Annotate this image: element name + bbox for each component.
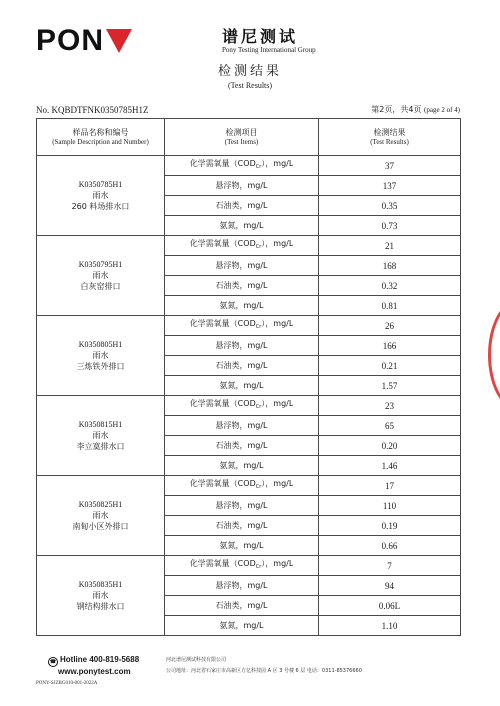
test-item-unit: ），mg/L	[261, 239, 294, 248]
test-item-cell: 氨氮，mg/L	[165, 536, 319, 556]
test-item-cell: 悬浮物，mg/L	[165, 256, 319, 276]
result-value: 0.32	[319, 276, 461, 296]
test-item-unit: ），mg/L	[261, 159, 294, 168]
logo-letter-o: O	[57, 24, 82, 57]
test-item-cell	[165, 236, 319, 256]
result-value: 1.46	[319, 456, 461, 476]
result-value: 26	[319, 316, 461, 336]
pony-logo	[36, 26, 134, 56]
test-item-name: 化学需氧量（COD	[189, 319, 256, 328]
test-item-subscript: Cr	[255, 404, 262, 410]
test-item-cell: 石油类，mg/L	[165, 436, 319, 456]
header-results-en: (Test Results)	[370, 138, 409, 146]
result-value: 23	[319, 396, 461, 416]
table-row	[37, 396, 461, 416]
sample-type: 雨水	[92, 351, 109, 360]
test-item-cell: 氨氮，mg/L	[165, 296, 319, 316]
pony-logo-mark-icon	[106, 29, 132, 53]
phone-icon: ☎	[49, 659, 57, 665]
test-item-cell	[165, 556, 319, 576]
report-number: No. KQBDTFNK0350785H1Z	[36, 105, 149, 115]
results-table	[36, 118, 461, 636]
sample-cell	[37, 396, 165, 476]
sample-type: 雨水	[92, 271, 109, 280]
test-item-cell	[165, 316, 319, 336]
red-seal-stamp	[486, 300, 500, 410]
result-value: 94	[319, 576, 461, 596]
result-value: 0.19	[319, 516, 461, 536]
test-item-name: 化学需氧量（COD	[189, 559, 256, 568]
result-value: 1.57	[319, 376, 461, 396]
result-value: 137	[319, 176, 461, 196]
page-indicator-cn: 第2页，共4页	[371, 105, 422, 114]
test-item-subscript: Cr	[255, 244, 262, 250]
sample-id: K0350835H1	[78, 580, 123, 589]
page-indicator-en: (page 2 of 4)	[424, 106, 460, 114]
test-item-cell	[165, 396, 319, 416]
test-item-cell: 氨氮，mg/L	[165, 456, 319, 476]
test-item-name: 化学需氧量（COD	[189, 399, 256, 408]
result-value: 1.10	[319, 616, 461, 636]
result-value: 0.20	[319, 436, 461, 456]
company-address: 公司地址：河北省石家庄市高新区方亿科技园 A 区 3 号楼 6 层 电话：0311-85376660	[166, 668, 362, 674]
page-title: 检测结果	[217, 64, 282, 79]
report-footer	[36, 654, 466, 694]
header-results-cn: 检测结果	[373, 128, 406, 137]
website-link[interactable]: www.ponytest.com	[58, 667, 131, 676]
result-value: 0.21	[319, 356, 461, 376]
test-item-unit: ），mg/L	[261, 559, 294, 568]
test-item-cell: 悬浮物，mg/L	[165, 336, 319, 356]
result-value: 168	[319, 256, 461, 276]
table-row	[37, 476, 461, 496]
sample-location: 白灰窑排口	[80, 282, 121, 291]
header-items-en: (Test Items)	[224, 138, 259, 146]
header-sample-en: (Sample Description and Number)	[52, 138, 149, 146]
test-item-cell: 氨氮，mg/L	[165, 376, 319, 396]
sample-type: 雨水	[92, 191, 109, 200]
result-value: 17	[319, 476, 461, 496]
page-indicator	[371, 104, 460, 116]
brand-name-en: Pony Testing International Group	[222, 46, 316, 54]
test-item-subscript: Cr	[255, 324, 262, 330]
test-item-cell: 石油类，mg/L	[165, 516, 319, 536]
test-item-cell: 氨氮，mg/L	[165, 616, 319, 636]
sample-cell	[37, 156, 165, 236]
test-item-name: 化学需氧量（COD	[189, 159, 256, 168]
brand-block	[222, 28, 316, 55]
sample-id: K0350815H1	[78, 420, 123, 429]
sample-cell	[37, 316, 165, 396]
test-item-cell: 氨氮，mg/L	[165, 216, 319, 236]
header-sample	[37, 119, 165, 156]
test-item-name: 化学需氧量（COD	[189, 479, 256, 488]
sample-type: 雨水	[92, 431, 109, 440]
page-subtitle: (Test Results)	[227, 81, 273, 90]
test-item-unit: ），mg/L	[261, 479, 294, 488]
table-row	[37, 236, 461, 256]
test-item-cell	[165, 156, 319, 176]
result-value: 166	[319, 336, 461, 356]
sample-location: 南甸小区外排口	[72, 522, 129, 531]
test-item-cell: 石油类，mg/L	[165, 196, 319, 216]
sample-location: 三炼铁外排口	[76, 362, 125, 371]
header-items	[165, 119, 319, 156]
test-item-subscript: Cr	[255, 484, 262, 490]
sample-id: K0350825H1	[78, 500, 123, 509]
sample-location: 钢结构排水口	[76, 602, 125, 611]
test-item-cell: 悬浮物，mg/L	[165, 176, 319, 196]
result-value: 7	[319, 556, 461, 576]
test-item-cell: 悬浮物，mg/L	[165, 416, 319, 436]
report-header	[36, 26, 476, 60]
header-sample-cn: 样品名称和编号	[72, 128, 129, 137]
brand-name-cn: 谱尼测试	[222, 27, 299, 46]
test-item-cell: 石油类，mg/L	[165, 276, 319, 296]
test-item-cell: 石油类，mg/L	[165, 596, 319, 616]
result-value: 0.06L	[319, 596, 461, 616]
result-value: 0.66	[319, 536, 461, 556]
sample-location: 260 料场排水口	[71, 202, 130, 211]
sample-id: K0350795H1	[78, 260, 123, 269]
result-value: 21	[319, 236, 461, 256]
test-item-cell	[165, 476, 319, 496]
test-item-unit: ），mg/L	[261, 319, 294, 328]
result-value: 65	[319, 416, 461, 436]
table-row	[37, 316, 461, 336]
result-value: 37	[319, 156, 461, 176]
test-item-name: 化学需氧量（COD	[189, 239, 256, 248]
sample-cell	[37, 476, 165, 556]
result-value: 0.81	[319, 296, 461, 316]
test-item-cell: 悬浮物，mg/L	[165, 496, 319, 516]
test-item-subscript: Cr	[255, 564, 262, 570]
table-header-row	[37, 119, 461, 156]
header-items-cn: 检测项目	[225, 128, 258, 137]
sample-cell	[37, 556, 165, 636]
sample-id: K0350785H1	[78, 180, 123, 189]
table-row	[37, 556, 461, 576]
test-item-cell: 石油类，mg/L	[165, 356, 319, 376]
sample-cell	[37, 236, 165, 316]
header-results	[319, 119, 461, 156]
sample-id: K0350805H1	[78, 340, 123, 349]
logo-letter-p: P	[36, 24, 58, 57]
test-item-subscript: Cr	[255, 164, 262, 170]
test-item-unit: ），mg/L	[261, 399, 294, 408]
hotline-text: Hotline 400-819-5688	[60, 655, 140, 664]
logo-letter-n: N	[81, 24, 105, 57]
sample-location: 李立寞排水口	[76, 442, 125, 451]
report-meta	[36, 104, 460, 116]
result-value: 0.35	[319, 196, 461, 216]
sample-type: 雨水	[92, 591, 109, 600]
result-value: 110	[319, 496, 461, 516]
form-code: PONY-SJZBG010-001-2022A	[36, 681, 98, 686]
company-name: 河北谱尼测试科技有限公司	[166, 657, 227, 663]
seal-ring-icon	[488, 300, 500, 410]
result-value: 0.73	[319, 216, 461, 236]
test-item-cell: 悬浮物，mg/L	[165, 576, 319, 596]
table-row	[37, 156, 461, 176]
sample-type: 雨水	[92, 511, 109, 520]
